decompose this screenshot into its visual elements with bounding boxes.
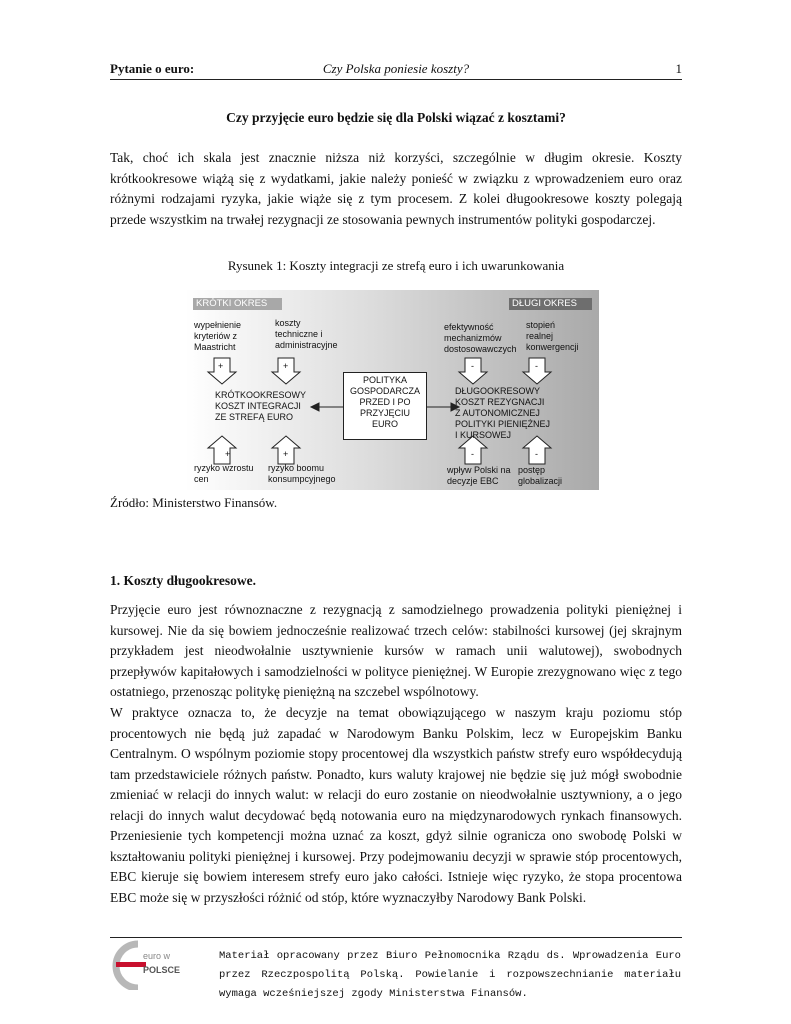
factor-poland-ecb — [447, 465, 511, 487]
factor-line: realnej — [526, 331, 554, 341]
plus-sign: + — [225, 449, 231, 459]
section-heading: 1. Koszty długookresowe. — [110, 573, 257, 588]
long-term-cost — [455, 386, 550, 441]
footer-note: Materiał opracowany przez Biuro Pełnomocnika Rządu ds. Wprowadzenia Euro przez Rzeczpospolitą Polską. Powielanie i rozpowszechnianie materiału wymaga wcześniejszej zgody Ministerstwa Finansów. — [219, 950, 681, 1000]
figure-caption: Rysunek 1: Koszty integracji ze strefą euro i ich uwarunkowania — [227, 258, 565, 273]
document-title: Czy przyjęcie euro będzie się dla Polski wiązać z kosztami? — [226, 110, 566, 125]
economic-policy-box — [343, 372, 427, 440]
cost-line: KRÓTKOOKRESOWY — [215, 390, 307, 400]
factor-line: konsumpcyjnego — [268, 474, 336, 484]
plus-sign: + — [283, 361, 289, 371]
factor-line: ryzyko boomu — [268, 463, 325, 473]
factor-maastricht — [194, 320, 241, 353]
factor-globalization — [518, 465, 562, 487]
factor-line: stopień — [526, 320, 556, 330]
box-line: PRZED I PO — [359, 397, 411, 407]
cost-line: I KURSOWEJ — [455, 430, 512, 440]
factor-line: mechanizmów — [444, 333, 502, 343]
factor-line: kryteriów z — [194, 331, 238, 341]
plus-sign: + — [218, 361, 224, 371]
cost-line: DŁUGOOKRESOWY — [455, 386, 541, 396]
factor-price-risk — [194, 463, 254, 485]
factor-technical-costs — [275, 318, 338, 351]
intro-paragraph: Tak, choć ich skala jest znacznie niższa niż korzyści, szczególnie w długim okresie. Koszty krótkookresowe wiążą się z wydatkami, jakie należy ponieść w związku z wprowadzeniem euro oraz różnymi rodzajami ryzyka, jakie wiąże się z tym procesem. Z kolei długookresowe koszty polegają przede wszystkim na trwałej rezygnacji ze stosowania pewnych instrumentów polityki gospodarczej. — [110, 150, 682, 227]
logo-text-polsce: POLSCE — [143, 965, 181, 975]
cost-line: KOSZT INTEGRACJI — [215, 401, 301, 411]
cost-line: KOSZT REZYGNACJI — [455, 397, 545, 407]
factor-line: techniczne i — [275, 329, 323, 339]
running-header — [110, 61, 682, 77]
factor-line: Maastricht — [194, 342, 236, 352]
factor-line: wypełnienie — [194, 320, 242, 330]
factor-line: decyzje EBC — [447, 476, 499, 486]
cost-line: POLITYKI PIENIĘŻNEJ — [455, 419, 551, 429]
factor-line: globalizacji — [518, 476, 563, 486]
header-subtitle: Czy Polska poniesie koszty? — [322, 61, 470, 76]
plus-sign: + — [283, 449, 289, 459]
minus-sign: - — [471, 361, 474, 371]
page-number: 1 — [675, 61, 682, 76]
logo-mark — [110, 940, 190, 990]
factor-line: koszty — [275, 318, 301, 328]
box-line: PRZYJĘCIU — [359, 408, 410, 418]
box-line: EURO — [371, 419, 398, 429]
euro-w-polsce-logo — [110, 940, 190, 990]
short-period-label: KRÓTKI OKRES — [193, 298, 282, 310]
minus-sign: - — [535, 361, 538, 371]
paragraph-2: W praktyce oznacza to, że decyzje na temat obowiązującego w naszym kraju poziomu stóp procentowych nie będą już zapadać w Narodowym Banku Polskim, lecz w Europejskim Banku Centralnym. O wspólnym poziomie stopy procentowej dla wszystkich państw strefy euro współdecydują tam przedstawiciele różnych państw. Ponadto, kurs waluty krajowej nie będzie się już mógł swobodnie zmieniać w relacji do innych walut: w relacji do euro zostanie on nieodwołalnie usztywniony, a o jego relacji do innych walut decydować będą notowania euro na międzynarodowych rynkach finansowych. Przeniesienie tych kompetencji można uznać za koszt, gdyż silnie ogranicza ono swobodę Polski w kształtowaniu polityki pieniężnej i kursowej. Przy podejmowaniu decyzji w sprawie stóp procentowych, EBC kieruje się bowiem interesem strefy euro jako całości. Istnieje więc ryzyko, że stopa procentowa EBC może się w przyszłości różnić od stóp, które wyznaczyłby Narodowy Bank Polski. — [110, 705, 682, 905]
factor-line: wpływ Polski na — [447, 465, 511, 475]
figure-source: Źródło: Ministerstwo Finansów. — [110, 495, 278, 510]
header-divider — [110, 79, 682, 80]
minus-sign: - — [471, 449, 474, 459]
factor-consumption-boom — [268, 463, 336, 485]
box-line: POLITYKA — [362, 375, 407, 385]
arrow-up-short-1 — [208, 436, 236, 464]
arrow-left-head — [311, 403, 319, 411]
paragraph-1: Przyjęcie euro jest równoznaczne z rezygnacją z samodzielnego prowadzenia polityki pieniężnej i kursowej. Nie da się bowiem jednocześnie realizować trzech celów: stabilności kursowej (jej skrajnym przykładem jest nieodwołalnie usztywnienie kursów w ramach unii walutowej), swobodnych przepływów kapitałowych i samodzielności w polityce pieniężnej. W Europie zrezygnowano więc z tego ostatniego, przenosząc politykę pieniężną na szczebel wspólnotowy. — [110, 602, 682, 699]
header-title: Pytanie o euro: — [110, 61, 195, 76]
factor-line: postęp — [518, 465, 546, 475]
footer-divider — [110, 937, 682, 938]
logo-text-euro: euro w — [143, 951, 171, 961]
cost-line: Z AUTONOMICZNEJ — [455, 408, 540, 418]
cost-diagram — [185, 290, 599, 490]
factor-line: cen — [194, 474, 209, 484]
short-term-cost — [215, 390, 306, 423]
minus-sign: - — [535, 449, 538, 459]
box-line: GOSPODARCZA — [349, 386, 420, 396]
factor-line: efektywność — [444, 322, 494, 332]
factor-line: administracyjne — [275, 340, 338, 350]
factor-line: ryzyko wzrostu — [194, 463, 254, 473]
factor-adjustment-mechanisms — [444, 322, 517, 355]
factor-real-convergence — [526, 320, 579, 353]
long-period-label: DŁUGI OKRES — [509, 298, 592, 310]
cost-line: ZE STREFĄ EURO — [215, 412, 294, 422]
factor-line: dostosowawczych — [444, 344, 517, 354]
factor-line: konwergencji — [526, 342, 579, 352]
